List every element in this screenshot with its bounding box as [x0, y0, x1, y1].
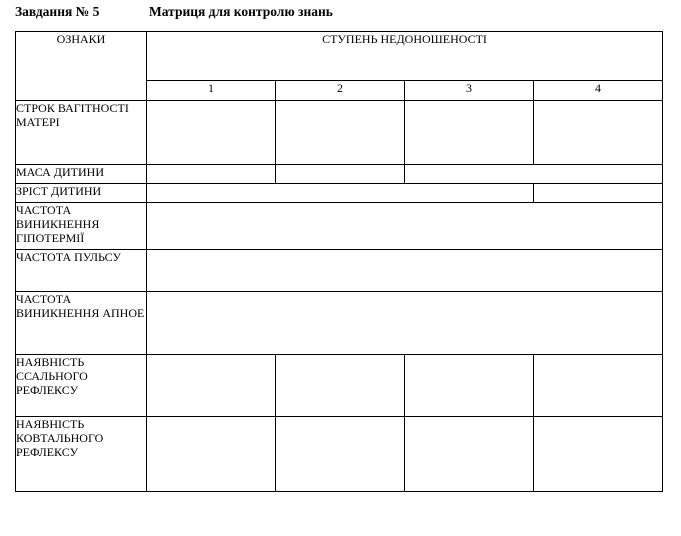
- task-heading: [15, 4, 333, 20]
- row-label-weight: МАСА ДИТИНИ: [16, 165, 147, 184]
- answer-cell[interactable]: [147, 101, 276, 165]
- answer-cell[interactable]: [276, 417, 405, 492]
- row-label-height: ЗРІСТ ДИТИНИ: [16, 184, 147, 203]
- answer-cell[interactable]: [147, 203, 663, 250]
- answer-cell[interactable]: [534, 184, 663, 203]
- answer-cell[interactable]: [534, 417, 663, 492]
- task-number: Завдання № 5: [15, 4, 100, 19]
- row-label-pulse: ЧАСТОТА ПУЛЬСУ: [16, 250, 147, 292]
- table-row: [16, 165, 663, 184]
- degree-1: 1: [147, 81, 276, 101]
- table-row: [16, 292, 663, 355]
- row-label-gestation: СТРОК ВАГІТНОСТІ МАТЕРІ: [16, 101, 147, 165]
- row-label-sucking-reflex: НАЯВНІСТЬ ССАЛЬНОГО РЕФЛЕКСУ: [16, 355, 147, 417]
- answer-cell[interactable]: [405, 101, 534, 165]
- header-prematurity-degree: СТУПЕНЬ НЕДОНОШЕНОСТІ: [147, 32, 663, 81]
- answer-cell[interactable]: [534, 101, 663, 165]
- answer-cell[interactable]: [147, 250, 663, 292]
- table-row: [16, 417, 663, 492]
- answer-cell[interactable]: [147, 184, 534, 203]
- table-row: [16, 101, 663, 165]
- row-label-apnea: ЧАСТОТА ВИНИКНЕННЯ АПНОЕ: [16, 292, 147, 355]
- table-row: [16, 355, 663, 417]
- knowledge-control-matrix: [15, 31, 663, 492]
- degree-4: 4: [534, 81, 663, 101]
- degree-3: 3: [405, 81, 534, 101]
- answer-cell[interactable]: [405, 417, 534, 492]
- header-signs: ОЗНАКИ: [16, 32, 147, 101]
- answer-cell[interactable]: [147, 165, 276, 184]
- answer-cell[interactable]: [147, 417, 276, 492]
- row-label-swallowing-reflex: НАЯВНІСТЬ КОВТАЛЬНОГО РЕФЛЕКСУ: [16, 417, 147, 492]
- answer-cell[interactable]: [405, 165, 663, 184]
- task-title: Матриця для контролю знань: [149, 4, 333, 19]
- answer-cell[interactable]: [276, 101, 405, 165]
- answer-cell[interactable]: [405, 355, 534, 417]
- degree-2: 2: [276, 81, 405, 101]
- answer-cell[interactable]: [534, 355, 663, 417]
- table-header-row: [16, 32, 663, 81]
- answer-cell[interactable]: [276, 355, 405, 417]
- answer-cell[interactable]: [147, 292, 663, 355]
- table-row: [16, 203, 663, 250]
- answer-cell[interactable]: [276, 165, 405, 184]
- table-row: [16, 250, 663, 292]
- row-label-hypothermia: ЧАСТОТА ВИНИКНЕННЯ ГІПОТЕРМІЇ: [16, 203, 147, 250]
- answer-cell[interactable]: [147, 355, 276, 417]
- table-row: [16, 184, 663, 203]
